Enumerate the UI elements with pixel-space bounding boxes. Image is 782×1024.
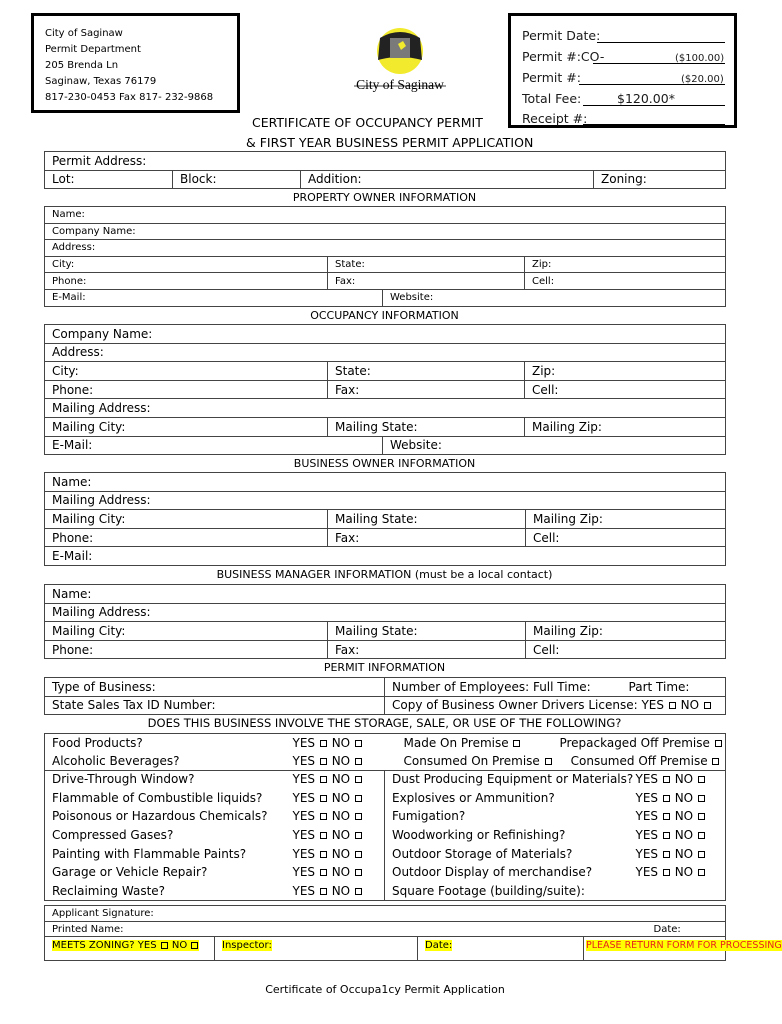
permit-info-heading: PERMIT INFORMATION	[323, 661, 446, 674]
yes-checkbox[interactable]	[320, 888, 327, 895]
q-left-item: Painting with Flammable Paints?	[52, 846, 247, 861]
no-checkbox[interactable]	[355, 869, 362, 876]
q-right-yesno: YES NO	[629, 770, 726, 789]
permit-fee-amount: ($20.00)	[681, 74, 724, 85]
manager-phone-field[interactable]: Phone:	[45, 640, 328, 659]
footer-title-start: Certificate of Occupa	[265, 983, 382, 996]
bizowner-fax-field[interactable]: Fax:	[328, 528, 526, 547]
zoning-no-checkbox[interactable]	[191, 942, 198, 949]
q-right-item: Woodworking or Refinishing?	[385, 826, 629, 845]
q-food-no-checkbox[interactable]	[355, 740, 362, 747]
q-left-yesno: YES NO	[293, 882, 385, 901]
q-left-yesno: YES NO	[293, 789, 385, 808]
q-right-yesno: YES NO	[629, 807, 726, 826]
page-footer	[0, 983, 770, 996]
q-food-yes-checkbox[interactable]	[320, 740, 327, 747]
property-owner-heading: PROPERTY OWNER INFORMATION	[292, 191, 477, 204]
no-checkbox[interactable]	[355, 795, 362, 802]
business-manager-heading: BUSINESS MANAGER INFORMATION (must be a local contact)	[216, 568, 553, 581]
manager-mailing-city-field[interactable]: Mailing City:	[45, 622, 328, 641]
q-right-yesno: YES NO	[629, 844, 726, 863]
permit-date-field[interactable]	[597, 42, 725, 43]
footer-title-end: cy Permit Application	[388, 983, 505, 996]
inspector-cell[interactable]	[215, 937, 418, 961]
inspector-date-label: Date:	[425, 940, 453, 951]
permit-co-label: Permit #:CO-	[522, 49, 605, 64]
owner-name-field[interactable]: Name:	[45, 207, 726, 224]
q-left-yesno: YES NO	[293, 770, 385, 789]
permit-address-table	[44, 151, 726, 189]
owner-company-field[interactable]: Company Name:	[45, 223, 726, 240]
no-checkbox[interactable]	[698, 851, 705, 858]
addition-field[interactable]: Addition:	[301, 170, 594, 189]
no-checkbox[interactable]	[355, 888, 362, 895]
property-owner-table	[44, 206, 726, 307]
permit-date-label: Permit Date:	[522, 28, 601, 43]
q-right-item: Outdoor Display of merchandise?	[385, 863, 629, 882]
owner-zip-field[interactable]: Zip:	[525, 256, 726, 273]
form-title-line1: CERTIFICATE OF OCCUPANCY PERMIT	[252, 115, 483, 130]
no-checkbox[interactable]	[698, 776, 705, 783]
office-name: City of Saginaw	[45, 28, 123, 39]
bizowner-email-field[interactable]: E-Mail:	[45, 547, 726, 566]
no-checkbox[interactable]	[698, 869, 705, 876]
form-title-line2: & FIRST YEAR BUSINESS PERMIT APPLICATION	[246, 135, 534, 150]
signature-date-field[interactable]: Date:	[584, 922, 726, 937]
business-owner-heading: BUSINESS OWNER INFORMATION	[293, 457, 476, 470]
bizowner-mailing-city-field[interactable]: Mailing City:	[45, 510, 328, 529]
yes-checkbox[interactable]	[663, 832, 670, 839]
occupancy-mailing-state-field[interactable]: Mailing State:	[328, 417, 525, 436]
yes-checkbox[interactable]	[320, 851, 327, 858]
manager-mailing-state-field[interactable]: Mailing State:	[328, 622, 526, 641]
yes-checkbox[interactable]	[320, 832, 327, 839]
return-notice-cell	[584, 937, 782, 961]
square-footage-field[interactable]: Square Footage (building/suite):	[385, 882, 726, 901]
receipt-label: Receipt #:	[522, 111, 588, 126]
q-right-item: Dust Producing Equipment or Materials?	[385, 770, 629, 789]
occupancy-table	[44, 324, 726, 455]
manager-cell-field[interactable]: Cell:	[526, 640, 726, 659]
q-right-yesno: YES NO	[629, 826, 726, 845]
q-left-item: Compressed Gases?	[52, 828, 174, 843]
q-right-item: Fumigation?	[385, 807, 629, 826]
q-left-item: Poisonous or Hazardous Chemicals?	[52, 809, 268, 824]
permit-info-table	[44, 677, 726, 715]
occupancy-heading: OCCUPANCY INFORMATION	[310, 309, 459, 322]
part-time-label: Part Time:	[628, 679, 690, 694]
q-alcohol-yes-checkbox[interactable]	[320, 758, 327, 765]
manager-mailing-zip-field[interactable]: Mailing Zip:	[526, 622, 726, 641]
license-no-label: NO	[680, 698, 700, 713]
yes-checkbox[interactable]	[663, 869, 670, 876]
no-checkbox[interactable]	[698, 795, 705, 802]
yes-checkbox[interactable]	[320, 795, 327, 802]
meets-zoning-label: MEETS ZONING? YES NO	[52, 940, 199, 951]
q-food-yesno: YES NO	[293, 734, 385, 753]
q-food-options: Made On Premise Prepackaged Off Premise	[385, 734, 726, 753]
occupancy-phone-field[interactable]: Phone:	[45, 380, 328, 399]
occupancy-company-field[interactable]: Company Name:	[45, 325, 726, 344]
meets-zoning-cell	[45, 937, 215, 961]
tax-id-field[interactable]: State Sales Tax ID Number:	[45, 696, 385, 715]
occupancy-zip-field[interactable]: Zip:	[525, 362, 726, 381]
office-phone: 817-230-0453 Fax 817- 232-9868	[45, 92, 214, 103]
q-left-item: Flammable of Combustible liquids?	[52, 790, 263, 805]
occupancy-website-field[interactable]: Website:	[383, 436, 726, 455]
zoning-field[interactable]: Zoning:	[594, 170, 726, 189]
owner-fax-field[interactable]: Fax:	[328, 273, 525, 290]
business-type-field[interactable]: Type of Business:	[45, 678, 385, 697]
q-alcohol-yesno: YES NO	[293, 752, 385, 771]
bizowner-mailing-state-field[interactable]: Mailing State:	[328, 510, 526, 529]
manager-fax-field[interactable]: Fax:	[328, 640, 526, 659]
q-left-yesno: YES NO	[293, 863, 385, 882]
q-right-item: Outdoor Storage of Materials?	[385, 844, 629, 863]
yes-checkbox[interactable]	[663, 851, 670, 858]
page-number: 1	[381, 983, 389, 996]
printed-name-field[interactable]: Printed Name:	[45, 922, 584, 937]
prepackaged-checkbox[interactable]	[715, 740, 722, 747]
q-left-yesno: YES NO	[293, 826, 385, 845]
occupancy-mailing-city-field[interactable]: Mailing City:	[45, 417, 328, 436]
no-checkbox[interactable]	[698, 832, 705, 839]
occupancy-mailing-zip-field[interactable]: Mailing Zip:	[525, 417, 726, 436]
bizowner-phone-field[interactable]: Phone:	[45, 528, 328, 547]
lot-field[interactable]: Lot:	[45, 170, 173, 189]
no-checkbox[interactable]	[355, 832, 362, 839]
owner-address-field[interactable]: Address:	[45, 240, 726, 257]
block-field[interactable]: Block:	[173, 170, 301, 189]
owner-cell-field[interactable]: Cell:	[525, 273, 726, 290]
no-checkbox[interactable]	[355, 776, 362, 783]
inspector-date-cell[interactable]	[418, 937, 584, 961]
total-fee-label: Total Fee:	[522, 91, 582, 106]
permit-address-field[interactable]: Permit Address:	[45, 152, 726, 171]
owner-email-field[interactable]: E-Mail:	[45, 289, 383, 306]
business-owner-table	[44, 472, 726, 566]
occupancy-email-field[interactable]: E-Mail:	[45, 436, 383, 455]
co-fee-amount: ($100.00)	[675, 53, 725, 64]
receipt-field[interactable]	[583, 124, 725, 125]
owner-phone-field[interactable]: Phone:	[45, 273, 328, 290]
drivers-license-label: Copy of Business Owner Drivers License: YES	[392, 698, 664, 713]
city-logo-text: City of Saginaw	[356, 77, 444, 92]
license-no-checkbox[interactable]	[704, 702, 711, 709]
no-checkbox[interactable]	[355, 813, 362, 820]
occupancy-mailing-address-field[interactable]: Mailing Address:	[45, 399, 726, 418]
office-city: Saginaw, Texas 76179	[45, 76, 157, 87]
q-left-item: Garage or Vehicle Repair?	[52, 865, 208, 880]
signature-table	[44, 905, 782, 961]
total-fee-value: $120.00*	[617, 91, 675, 106]
occupancy-state-field[interactable]: State:	[328, 362, 525, 381]
employees-label: Number of Employees: Full Time:	[392, 679, 591, 694]
no-checkbox[interactable]	[355, 851, 362, 858]
q-alcohol-options: Consumed On Premise Consumed Off Premise	[385, 752, 726, 771]
q-left-item: Reclaiming Waste?	[52, 883, 166, 898]
occupancy-address-field[interactable]: Address:	[45, 343, 726, 362]
owner-city-field[interactable]: City:	[45, 256, 328, 273]
drivers-license-row	[385, 696, 726, 715]
owner-website-field[interactable]: Website:	[383, 289, 726, 306]
occupancy-city-field[interactable]: City:	[45, 362, 328, 381]
manager-mailing-address-field[interactable]: Mailing Address:	[45, 603, 726, 622]
questions-heading: DOES THIS BUSINESS INVOLVE THE STORAGE, SALE, OR USE OF THE FOLLOWING?	[147, 716, 622, 730]
no-checkbox[interactable]	[698, 813, 705, 820]
consumed-off-checkbox[interactable]	[712, 758, 719, 765]
office-street: 205 Brenda Ln	[45, 60, 119, 71]
q-left-yesno: YES NO	[293, 844, 385, 863]
inspector-label: Inspector:	[222, 940, 272, 951]
q-food-label: Food Products?	[52, 736, 143, 751]
bizowner-cell-field[interactable]: Cell:	[526, 528, 726, 547]
yes-checkbox[interactable]	[320, 813, 327, 820]
consumed-on-checkbox[interactable]	[545, 758, 552, 765]
bizowner-name-field[interactable]: Name:	[45, 473, 726, 492]
q-right-item: Explosives or Ammunition?	[385, 789, 629, 808]
fee-box	[508, 13, 737, 128]
occupancy-fax-field[interactable]: Fax:	[328, 380, 525, 399]
yes-checkbox[interactable]	[663, 795, 670, 802]
return-notice: PLEASE RETURN FORM FOR PROCESSING	[586, 940, 782, 951]
business-manager-table	[44, 584, 726, 659]
applicant-signature-field[interactable]: Applicant Signature:	[45, 906, 726, 922]
q-alcohol-no-checkbox[interactable]	[355, 758, 362, 765]
manager-name-field[interactable]: Name:	[45, 585, 726, 604]
employees-field[interactable]	[385, 678, 726, 697]
questions-grid	[44, 770, 726, 901]
questions-table	[44, 733, 726, 771]
office-department: Permit Department	[45, 44, 141, 55]
bizowner-mailing-address-field[interactable]: Mailing Address:	[45, 491, 726, 510]
q-right-yesno: YES NO	[629, 863, 726, 882]
q-left-item: Drive-Through Window?	[52, 772, 195, 787]
owner-state-field[interactable]: State:	[328, 256, 525, 273]
yes-checkbox[interactable]	[320, 776, 327, 783]
license-yes-checkbox[interactable]	[669, 702, 676, 709]
bizowner-mailing-zip-field[interactable]: Mailing Zip:	[526, 510, 726, 529]
q-left-yesno: YES NO	[293, 807, 385, 826]
zoning-yes-checkbox[interactable]	[161, 942, 168, 949]
q-alcohol-label: Alcoholic Beverages?	[52, 754, 180, 769]
yes-checkbox[interactable]	[663, 776, 670, 783]
office-address-box	[31, 13, 240, 113]
yes-checkbox[interactable]	[320, 869, 327, 876]
made-on-premise-checkbox[interactable]	[513, 740, 520, 747]
city-logo	[330, 14, 470, 100]
occupancy-cell-field[interactable]: Cell:	[525, 380, 726, 399]
q-right-yesno: YES NO	[629, 789, 726, 808]
permit-number-label: Permit #:	[522, 70, 581, 85]
yes-checkbox[interactable]	[663, 813, 670, 820]
